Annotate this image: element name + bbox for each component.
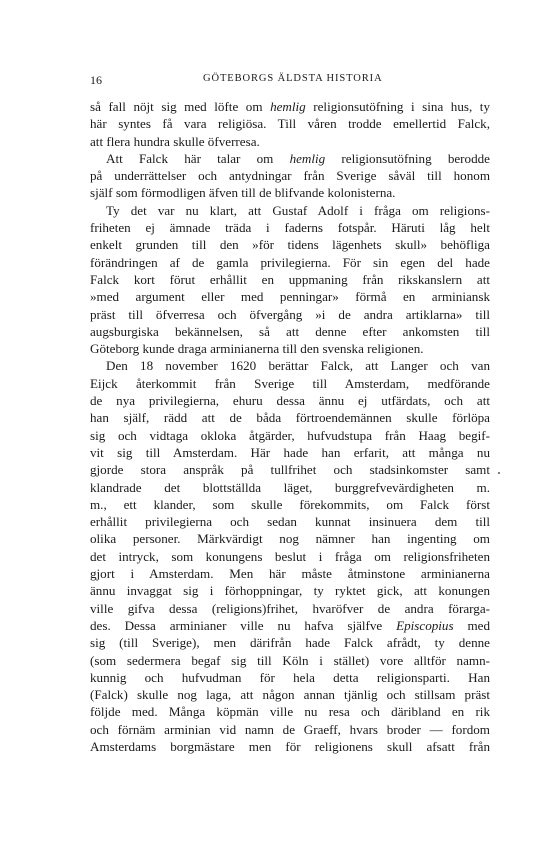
- text-line: ännu invaggat sig i förhoppningar, ty ryktet gick, att konungen: [90, 583, 490, 599]
- text-line: erhållit privilegierna och sedan kunnat insinuera dem till: [90, 514, 490, 530]
- text-line: de nya privilegierna, ehuru dessa ännu ej utfärdats, och att: [90, 393, 490, 409]
- text-line: enkelt grunden till den »för tidens lägenhets skull» behöfliga: [90, 237, 490, 253]
- text-line: gjorde stora anspråk på tullfrihet och stadsinkomster samt: [90, 462, 490, 478]
- text-line: själf som förmodligen äfven till de blifvande kolonisterna.: [90, 185, 396, 201]
- text-line: (Falck) skulle nog laga, att någon annan tjänlig och stillsam präst: [90, 687, 490, 703]
- text-line: Amsterdams borgmästare men för religionens skull afsatt från: [90, 738, 490, 754]
- text-line: Falck kort förut erhållit en uppmaning från rikskanslern att: [90, 271, 490, 287]
- text-line: m., ett klander, som skulle förekommits, om Falck först: [90, 496, 490, 512]
- text-line: vit sig till Amsterdam. Här hade han erfarit, att många nu: [90, 444, 490, 460]
- text-line: det intryck, som konungens beslut i fråga om religionsfriheten: [90, 548, 490, 564]
- text-line: förändringen af de gamla privilegierna. För sin egen del hade: [90, 254, 490, 270]
- text-line: på underrättelser och antydningar från Sverige såväl till honom: [90, 168, 490, 184]
- text-line: att flera hundra skulle öfverresa.: [90, 133, 260, 149]
- text-line: klandrade det blottställda läget, burggrefvevärdigheten m.: [90, 479, 490, 495]
- text-line: Eijck återkommit från Sverige till Amsterdam, medförande: [90, 375, 490, 391]
- text-line: friheten ej ämnade träda i faderns fotspår. Häruti låg helt: [90, 220, 490, 236]
- text-line: Ty det var nu klart, att Gustaf Adolf i fråga om religions-: [106, 202, 490, 218]
- text-line: augsburgiska bekännelsen, så att denne efter ankomsten till: [90, 323, 490, 339]
- running-title: GÖTEBORGS ÄLDSTA HISTORIA: [203, 73, 383, 84]
- text-line: följde med. Många köpmän ville nu resa och däribland en rik: [90, 704, 490, 720]
- text-line: Den 18 november 1620 berättar Falck, att Langer och van: [106, 358, 490, 374]
- text-line: han själf, rädd att de båda förtroendemännen skulle förlöpa: [90, 410, 490, 426]
- text-line: olika personer. Märkvärdigt nog nämner han ingenting om: [90, 531, 490, 547]
- text-line: des. Dessa arminianer ville nu hafva själfve Episcopius med: [90, 617, 490, 633]
- running-head: [90, 73, 490, 89]
- text-line: sig och vidtaga okloka åtgärder, hufvudstupa från Haag begif-: [90, 427, 490, 443]
- page-number: 16: [90, 73, 102, 87]
- text-line: kunnig och hufvudman för hela detta religionsparti. Han: [90, 669, 490, 685]
- text-line: sig (till Sverige), men därifrån hade Falck afrådt, ty denne: [90, 635, 490, 651]
- margin-mark: [498, 472, 500, 474]
- text-line: präst till öfverresa och öfvergång »i de andra artiklarna» till: [90, 306, 490, 322]
- text-line: Göteborg kunde draga arminianerna till den svenska religionen.: [90, 341, 424, 357]
- text-line: Att Falck här talar om hemlig religionsutöfning berodde: [106, 150, 490, 166]
- text-line: så fall nöjt sig med löfte om hemlig religionsutöfning i sina hus, ty: [90, 99, 490, 114]
- text-line: »med argument eller med penningar» förmå en arminiansk: [90, 289, 490, 305]
- text-line: (som sedermera begaf sig till Köln i stället) vore alltför namn-: [90, 652, 490, 668]
- text-line: här syntes få vara religiösa. Till våren trodde emellertid Falck,: [90, 116, 490, 132]
- text-line: och förnäm arminian vid namn de Graeff, hvars broder — fordom: [90, 721, 490, 737]
- text-line: ville gifva dessa (religions)frihet, hvaröfver de andra förarga-: [90, 600, 490, 616]
- body-text: [90, 98, 490, 755]
- text-line: gjort i Amsterdam. Men här måste åtminstone arminianerna: [90, 566, 490, 582]
